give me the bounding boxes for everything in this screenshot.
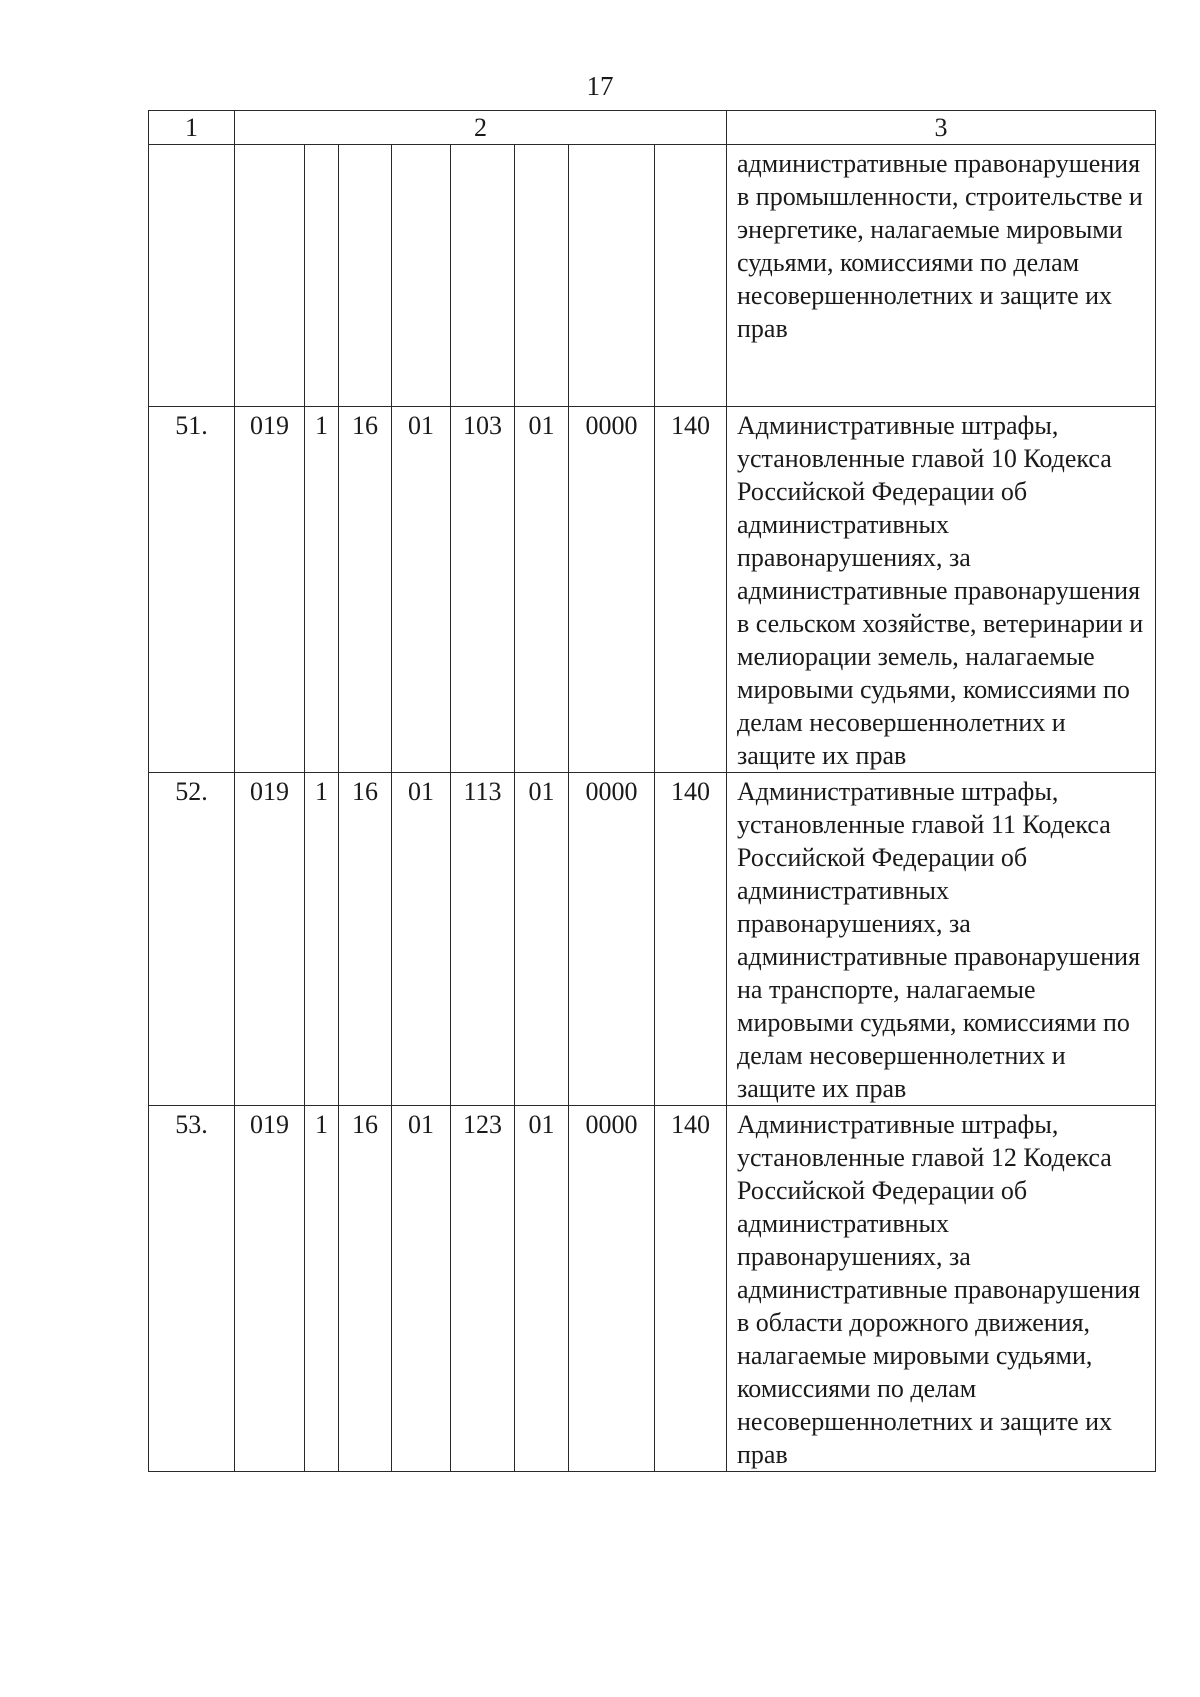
header-row <box>149 111 1156 145</box>
code-economic: 140 <box>655 1106 727 1472</box>
table-row <box>149 773 1156 1106</box>
code-economic: 140 <box>655 773 727 1106</box>
header-col-3: 3 <box>727 111 1156 145</box>
code-program: 0000 <box>569 407 655 773</box>
description-cell: Административные штрафы, установленные главой 10 Кодекса Российской Федерации об административных правонарушениях, за административные правонарушения в сельском хозяйстве, ветеринарии и мелиорации земель, налагаемые мировыми судьями, комиссиями по делам несовершеннолетних и защите их прав <box>727 407 1156 773</box>
blank-cell <box>339 145 392 407</box>
code-group: 1 <box>305 1106 339 1472</box>
code-program: 0000 <box>569 773 655 1106</box>
blank-cell <box>149 145 235 407</box>
code-subgroup: 16 <box>339 773 392 1106</box>
code-subgroup: 16 <box>339 407 392 773</box>
blank-cell <box>235 145 305 407</box>
row-number: 51. <box>149 407 235 773</box>
blank-cell <box>305 145 339 407</box>
page-number: 17 <box>586 71 614 101</box>
blank-cell <box>451 145 515 407</box>
code-element: 01 <box>515 1106 569 1472</box>
description-cell: административные правонарушения в промышленности, строительстве и энергетике, налагаемые мировыми судьями, комиссиями по делам несовершеннолетних и защите их прав <box>727 145 1156 407</box>
code-program: 0000 <box>569 1106 655 1472</box>
header-col-2: 2 <box>235 111 727 145</box>
continuation-row <box>149 145 1156 407</box>
row-number: 52. <box>149 773 235 1106</box>
code-subarticle: 113 <box>451 773 515 1106</box>
row-number: 53. <box>149 1106 235 1472</box>
code-admin: 019 <box>235 407 305 773</box>
description-cell: Административные штрафы, установленные главой 11 Кодекса Российской Федерации об административных правонарушениях, за административные правонарушения на транспорте, налагаемые мировыми судьями, комиссиями по делам несовершеннолетних и защите их прав <box>727 773 1156 1106</box>
code-group: 1 <box>305 773 339 1106</box>
code-group: 1 <box>305 407 339 773</box>
code-article: 01 <box>392 1106 451 1472</box>
code-element: 01 <box>515 773 569 1106</box>
blank-cell <box>655 145 727 407</box>
code-admin: 019 <box>235 773 305 1106</box>
blank-cell <box>569 145 655 407</box>
code-subgroup: 16 <box>339 1106 392 1472</box>
description-cell: Административные штрафы, установленные главой 12 Кодекса Российской Федерации об административных правонарушениях, за административные правонарушения в области дорожного движения, налагаемые мировыми судьями, комиссиями по делам несовершеннолетних и защите их прав <box>727 1106 1156 1472</box>
blank-cell <box>392 145 451 407</box>
blank-cell <box>515 145 569 407</box>
code-subarticle: 103 <box>451 407 515 773</box>
code-economic: 140 <box>655 407 727 773</box>
code-admin: 019 <box>235 1106 305 1472</box>
code-article: 01 <box>392 773 451 1106</box>
table-row <box>149 407 1156 773</box>
code-article: 01 <box>392 407 451 773</box>
budget-classification-table <box>148 110 1156 1472</box>
code-subarticle: 123 <box>451 1106 515 1472</box>
table-row <box>149 1106 1156 1472</box>
header-col-1: 1 <box>149 111 235 145</box>
code-element: 01 <box>515 407 569 773</box>
